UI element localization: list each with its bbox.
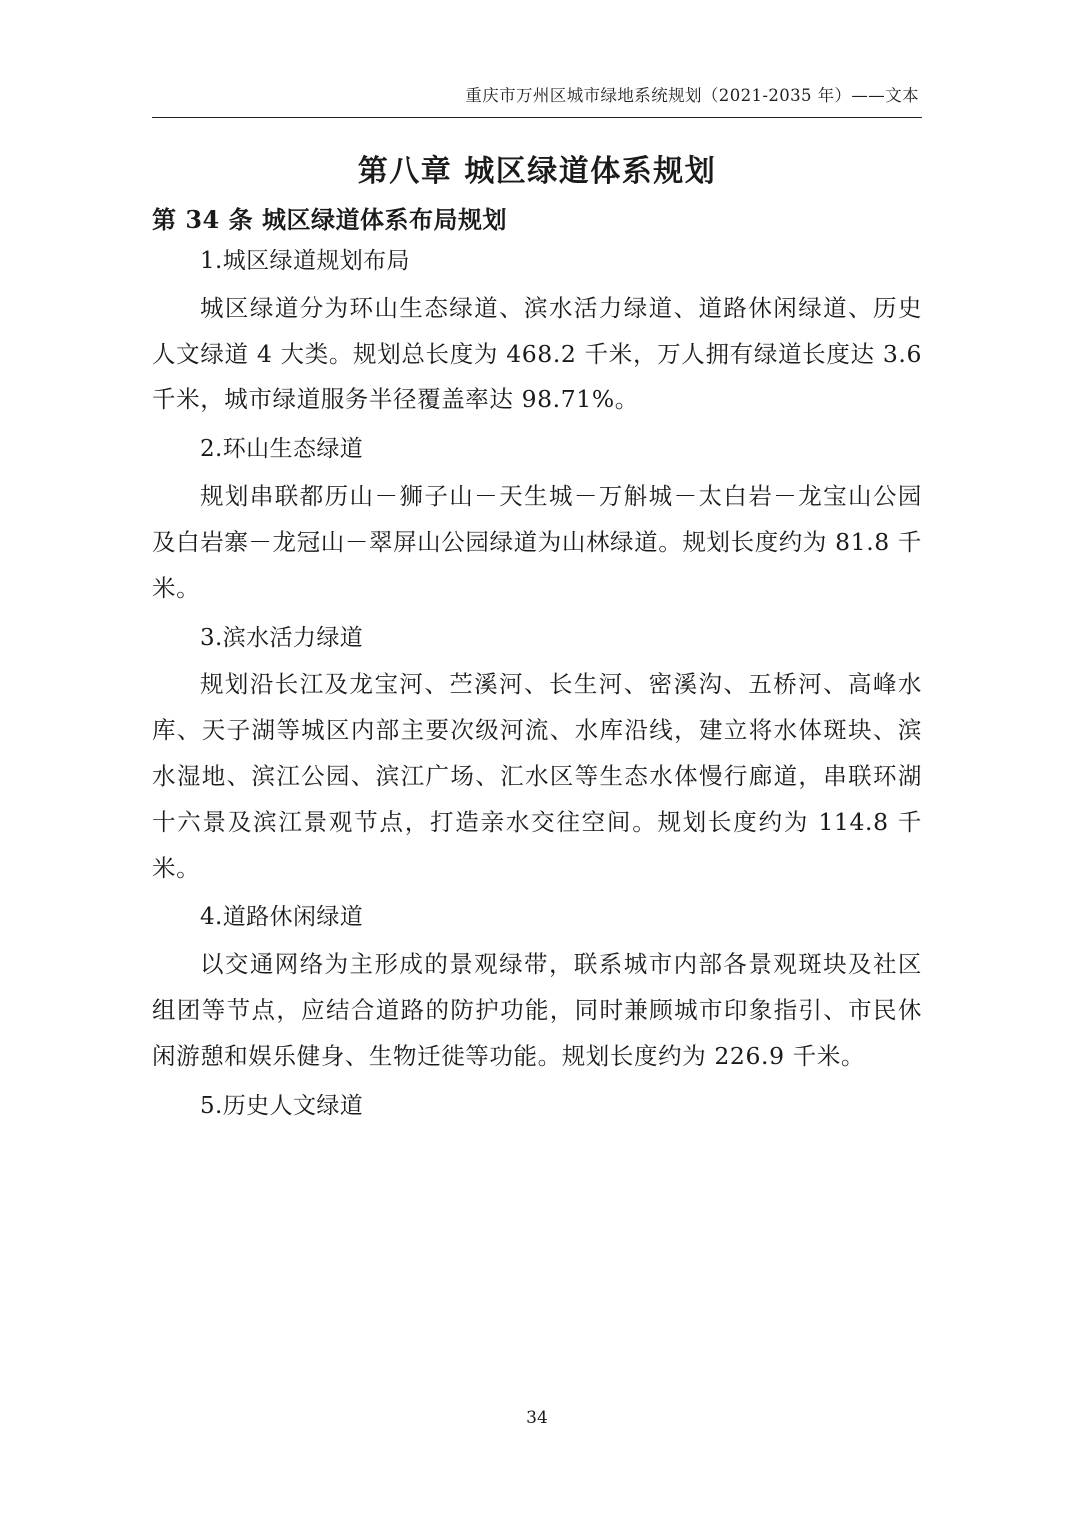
document-body (152, 128, 922, 1131)
section-paragraph-4: 以交通网络为主形成的景观绿带，联系城市内部各景观斑块及社区组团等节点，应结合道路的防护功能，同时兼顾城市印象指引、市民休闲游憩和娱乐健身、生物迁徙等功能。规划长度约为 226.9 千米。 (152, 950, 922, 1070)
section-heading-3: 3.滨水活力绿道 (200, 624, 364, 651)
running-head: 重庆市万州区城市绿地系统规划（2021-2035 年）——文本 (465, 86, 919, 105)
section-paragraph-2: 规划串联都历山－狮子山－天生城－万斛城－太白岩－龙宝山公园及白岩寨－龙冠山－翠屏山公园绿道为山林绿道。规划长度约为 81.8 千米。 (152, 482, 922, 602)
section-heading-2: 2.环山生态绿道 (200, 436, 364, 463)
section-paragraph-1: 城区绿道分为环山生态绿道、滨水活力绿道、道路休闲绿道、历史人文绿道 4 大类。规划总长度为 468.2 千米，万人拥有绿道长度达 3.6 千米，城市绿道服务半径覆盖率达 98.71%。 (152, 293, 922, 414)
section-heading-5: 5.历史人文绿道 (200, 1092, 364, 1119)
chapter-title: 第八章 城区绿道体系规划 (357, 154, 717, 189)
section-paragraph-3: 规划沿长江及龙宝河、苎溪河、长生河、密溪沟、五桥河、高峰水库、天子湖等城区内部主要次级河流、水库沿线，建立将水体斑块、滨水湿地、滨江公园、滨江广场、汇水区等生态水体慢行廊道，串联环湖十六景及滨江景观节点，打造亲水交往空间。规划长度约为 114.8 千米。 (152, 670, 922, 882)
clause-title: 第 34 条 城区绿道体系布局规划 (152, 205, 507, 234)
page-number: 34 (526, 1408, 548, 1428)
section-heading-4: 4.道路休闲绿道 (200, 904, 364, 931)
section-heading-1: 1.城区绿道规划布局 (200, 248, 410, 274)
header-divider (152, 117, 922, 118)
